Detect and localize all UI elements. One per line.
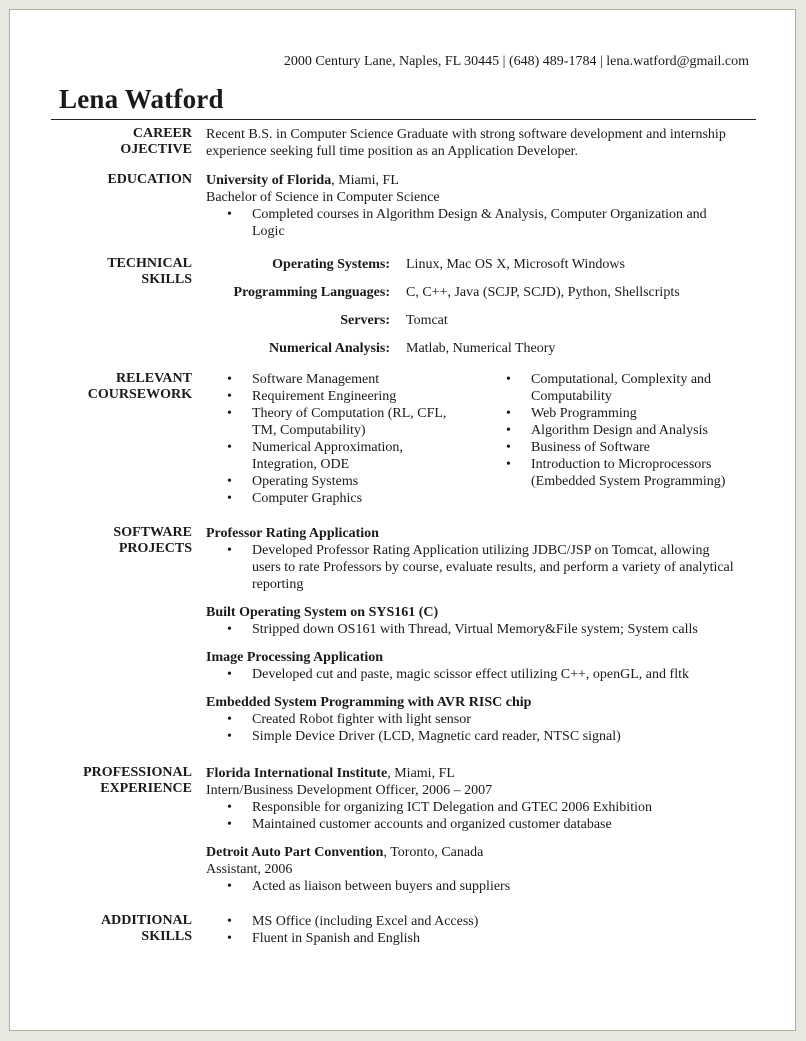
list-item: • Fluent in Spanish and English <box>206 930 766 947</box>
list-item: • Computer Graphics <box>206 490 476 507</box>
skills-row: Servers: Tomcat <box>340 313 448 328</box>
list-item: • Stripped down OS161 with Thread, Virtual Memory&File system; System calls <box>206 621 766 638</box>
employer-name: Florida International Institute <box>206 766 388 781</box>
list-item: • Requirement Engineering <box>206 388 476 405</box>
list-item: • Acted as liaison between buyers and suppliers <box>206 878 766 895</box>
list-item: • Responsible for organizing ICT Delegation and GTEC 2006 Exhibition <box>206 799 766 816</box>
school-name: University of Florida <box>206 173 332 188</box>
section-label: CAREER OJECTIVE <box>120 126 192 157</box>
coursework-left-list <box>206 371 476 507</box>
objective-text: Recent B.S. in Computer Science Graduate with strong software development and internship experience seeking full time position as an Application Developer. <box>206 127 726 159</box>
project-title: Image Processing Application <box>206 650 384 665</box>
list-item: • Developed Professor Rating Application utilizing JDBC/JSP on Tomcat, allowing users to rate Professors by course, evaluate results, and perform a variety of analytical reporting <box>206 542 766 593</box>
job-role: Intern/Business Development Officer, 2006 – 2007 <box>206 783 493 798</box>
coursework-right-list <box>485 371 775 490</box>
additional-content <box>206 913 766 947</box>
list-item: • Developed cut and paste, magic scissor effect utilizing C++, openGL, and fltk <box>206 666 766 683</box>
list-item: • Algorithm Design and Analysis <box>485 422 775 439</box>
list-item: • Introduction to Microprocessors (Embedded System Programming) <box>485 456 775 490</box>
section-label: ADDITIONAL SKILLS <box>100 913 192 944</box>
skills-row: Operating Systems: Linux, Mac OS X, Microsoft Windows <box>272 257 625 272</box>
experience-content: Florida International Institute, Miami, FL Intern/Business Development Officer, 2006 – 2007 • Responsible for organizing ICT Delegation and GTEC 2006 Exhibition • Maintained customer accounts and organized customer database Detroit Auto Part Convention, Toronto, Canada Assistant, 2006 • Acted as liaison between buyers and suppliers <box>206 765 766 895</box>
degree: Bachelor of Science in Computer Science <box>206 190 440 205</box>
project-title: Professor Rating Application <box>206 526 379 541</box>
list-item: • Computational, Complexity and Computability <box>485 371 775 405</box>
list-item: • MS Office (including Excel and Access) <box>206 913 766 930</box>
resume-page <box>9 9 796 1031</box>
job-role: Assistant, 2006 <box>206 862 293 877</box>
list-item: • Business of Software <box>485 439 775 456</box>
contact-line: 2000 Century Lane, Naples, FL 30445 | (648) 489-1784 | lena.watford@gmail.com <box>283 54 749 69</box>
section-label: EDUCATION <box>107 172 192 187</box>
list-item: • Software Management <box>206 371 476 388</box>
candidate-name: Lena Watford <box>59 84 224 114</box>
list-item: • Simple Device Driver (LCD, Magnetic card reader, NTSC signal) <box>206 728 766 745</box>
list-item: • Web Programming <box>485 405 775 422</box>
skills-row: Numerical Analysis: Matlab, Numerical Theory <box>269 341 556 356</box>
header-divider <box>51 119 756 120</box>
list-item: • Numerical Approximation, Integration, ODE <box>206 439 476 473</box>
employer-name: Detroit Auto Part Convention <box>206 845 384 860</box>
education-content: University of Florida, Miami, FL Bachelor of Science in Computer Science • Completed courses in Algorithm Design & Analysis, Computer Organization and Logic <box>206 172 766 240</box>
skills-table <box>206 256 766 368</box>
list-item: • Created Robot fighter with light sensor <box>206 711 766 728</box>
list-item: • Operating Systems <box>206 473 476 490</box>
list-item: • Maintained customer accounts and organized customer database <box>206 816 766 833</box>
project-title: Built Operating System on SYS161 (C) <box>206 605 439 620</box>
projects-content <box>206 525 766 745</box>
skills-row: Programming Languages: C, C++, Java (SCJP, SCJD), Python, Shellscripts <box>233 285 680 300</box>
section-label: RELEVANT COURSEWORK <box>87 371 192 402</box>
section-label: SOFTWARE PROJECTS <box>113 525 192 556</box>
section-label: TECHNICAL SKILLS <box>107 256 192 287</box>
project-title: Embedded System Programming with AVR RISC chip <box>206 695 532 710</box>
list-item: • Completed courses in Algorithm Design & Analysis, Computer Organization and Logic <box>206 206 766 240</box>
list-item: • Theory of Computation (RL, CFL, TM, Computability) <box>206 405 476 439</box>
section-label: PROFESSIONAL EXPERIENCE <box>83 765 192 796</box>
